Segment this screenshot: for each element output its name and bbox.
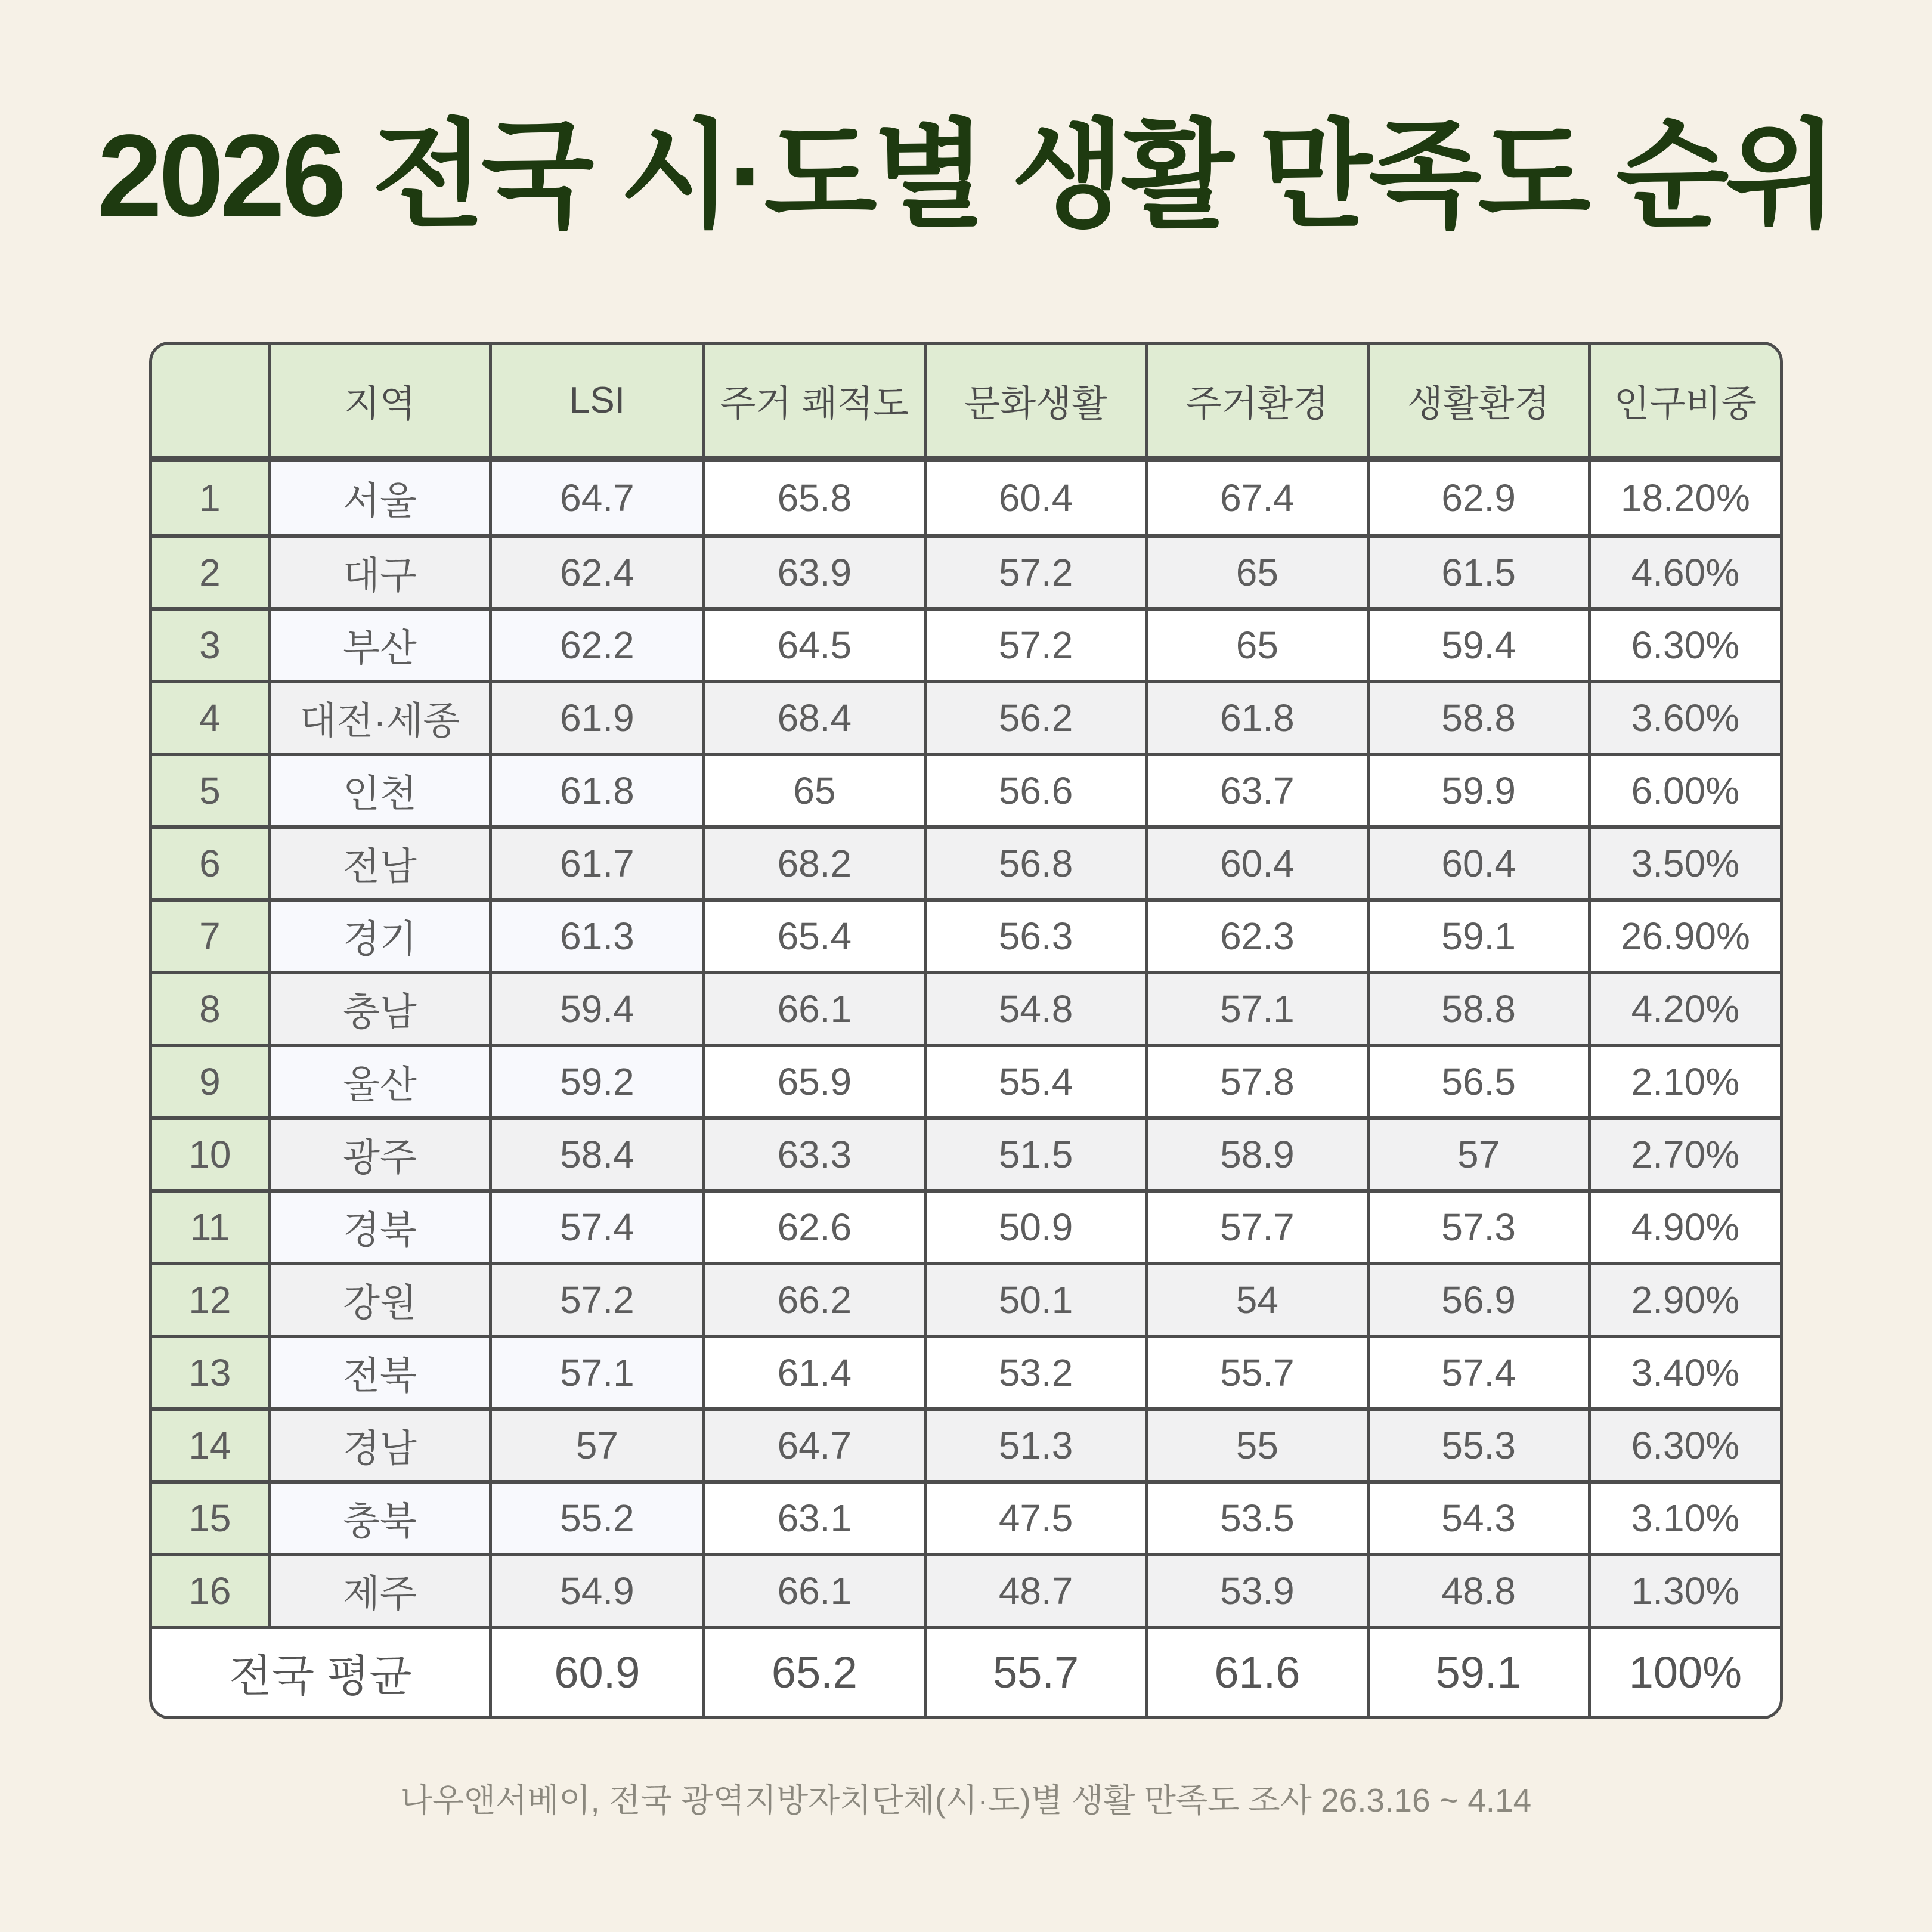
table-row-16: [152, 1553, 1780, 1626]
living-cell: 56.9: [1367, 1262, 1588, 1335]
lsi-cell: 61.9: [489, 680, 702, 753]
column-header-region: 지역: [268, 345, 489, 462]
living-cell: 55.3: [1367, 1407, 1588, 1480]
summary-population-cell: 100%: [1588, 1626, 1780, 1716]
region-cell: 울산: [268, 1044, 489, 1116]
living-cell: 59.4: [1367, 607, 1588, 680]
satisfaction-ranking-table: [149, 342, 1783, 1719]
population-cell: 26.90%: [1588, 898, 1780, 971]
housing-cell: 65: [1145, 534, 1366, 607]
population-cell: 6.00%: [1588, 753, 1780, 825]
population-cell: 3.10%: [1588, 1480, 1780, 1553]
lsi-cell: 62.4: [489, 534, 702, 607]
comfort-cell: 66.1: [702, 971, 924, 1044]
housing-cell: 62.3: [1145, 898, 1366, 971]
rank-cell: 11: [152, 1189, 268, 1262]
rank-cell: 8: [152, 971, 268, 1044]
rank-cell: 2: [152, 534, 268, 607]
summary-culture-cell: 55.7: [924, 1626, 1145, 1716]
region-cell: 부산: [268, 607, 489, 680]
living-cell: 62.9: [1367, 462, 1588, 534]
column-header-rank: [152, 345, 268, 462]
housing-cell: 57.1: [1145, 971, 1366, 1044]
column-header-culture: 문화생활: [924, 345, 1145, 462]
population-cell: 3.40%: [1588, 1335, 1780, 1407]
region-cell: 인천: [268, 753, 489, 825]
living-cell: 57.4: [1367, 1335, 1588, 1407]
culture-cell: 50.1: [924, 1262, 1145, 1335]
living-cell: 61.5: [1367, 534, 1588, 607]
culture-cell: 57.2: [924, 607, 1145, 680]
living-cell: 57: [1367, 1116, 1588, 1189]
region-cell: 제주: [268, 1553, 489, 1626]
living-cell: 59.1: [1367, 898, 1588, 971]
rank-cell: 14: [152, 1407, 268, 1480]
table-row-14: [152, 1407, 1780, 1480]
comfort-cell: 62.6: [702, 1189, 924, 1262]
living-cell: 58.8: [1367, 680, 1588, 753]
source-caption: 나우앤서베이, 전국 광역지방자치단체(시·도)별 생활 만족도 조사 26.3.16 ~ 4.14: [400, 1781, 1532, 1819]
lsi-cell: 62.2: [489, 607, 702, 680]
lsi-cell: 61.7: [489, 825, 702, 898]
comfort-cell: 65.8: [702, 462, 924, 534]
lsi-cell: 54.9: [489, 1553, 702, 1626]
rank-cell: 12: [152, 1262, 268, 1335]
lsi-cell: 58.4: [489, 1116, 702, 1189]
table-row-12: [152, 1262, 1780, 1335]
culture-cell: 55.4: [924, 1044, 1145, 1116]
population-cell: 2.10%: [1588, 1044, 1780, 1116]
living-cell: 54.3: [1367, 1480, 1588, 1553]
lsi-cell: 64.7: [489, 462, 702, 534]
lsi-cell: 57.4: [489, 1189, 702, 1262]
summary-comfort-cell: 65.2: [702, 1626, 924, 1716]
population-cell: 4.20%: [1588, 971, 1780, 1044]
living-cell: 56.5: [1367, 1044, 1588, 1116]
region-cell: 경기: [268, 898, 489, 971]
culture-cell: 47.5: [924, 1480, 1145, 1553]
lsi-cell: 59.4: [489, 971, 702, 1044]
comfort-cell: 68.2: [702, 825, 924, 898]
population-cell: 6.30%: [1588, 1407, 1780, 1480]
region-cell: 광주: [268, 1116, 489, 1189]
housing-cell: 63.7: [1145, 753, 1366, 825]
column-header-lsi: LSI: [489, 345, 702, 462]
region-cell: 전북: [268, 1335, 489, 1407]
column-header-comfort: 주거 쾌적도: [702, 345, 924, 462]
region-cell: 충북: [268, 1480, 489, 1553]
comfort-cell: 63.1: [702, 1480, 924, 1553]
comfort-cell: 66.2: [702, 1262, 924, 1335]
table-row-9: [152, 1044, 1780, 1116]
population-cell: 3.50%: [1588, 825, 1780, 898]
comfort-cell: 64.7: [702, 1407, 924, 1480]
comfort-cell: 65.9: [702, 1044, 924, 1116]
living-cell: 48.8: [1367, 1553, 1588, 1626]
population-cell: 4.60%: [1588, 534, 1780, 607]
comfort-cell: 63.3: [702, 1116, 924, 1189]
region-cell: 충남: [268, 971, 489, 1044]
living-cell: 58.8: [1367, 971, 1588, 1044]
rank-cell: 1: [152, 462, 268, 534]
housing-cell: 55: [1145, 1407, 1366, 1480]
housing-cell: 58.9: [1145, 1116, 1366, 1189]
region-cell: 대전·세종: [268, 680, 489, 753]
housing-cell: 57.7: [1145, 1189, 1366, 1262]
summary-lsi-cell: 60.9: [489, 1626, 702, 1716]
column-header-population: 인구비중: [1588, 345, 1780, 462]
comfort-cell: 64.5: [702, 607, 924, 680]
lsi-cell: 55.2: [489, 1480, 702, 1553]
table-row-1: [152, 462, 1780, 534]
table-row-6: [152, 825, 1780, 898]
table-row-15: [152, 1480, 1780, 1553]
ranking-table: [152, 345, 1780, 1716]
table-row-5: [152, 753, 1780, 825]
comfort-cell: 61.4: [702, 1335, 924, 1407]
culture-cell: 56.3: [924, 898, 1145, 971]
population-cell: 3.60%: [1588, 680, 1780, 753]
living-cell: 57.3: [1367, 1189, 1588, 1262]
table-row-10: [152, 1116, 1780, 1189]
rank-cell: 9: [152, 1044, 268, 1116]
housing-cell: 55.7: [1145, 1335, 1366, 1407]
culture-cell: 60.4: [924, 462, 1145, 534]
table-row-7: [152, 898, 1780, 971]
culture-cell: 54.8: [924, 971, 1145, 1044]
rank-cell: 15: [152, 1480, 268, 1553]
table-row-4: [152, 680, 1780, 753]
living-cell: 60.4: [1367, 825, 1588, 898]
population-cell: 1.30%: [1588, 1553, 1780, 1626]
rank-cell: 3: [152, 607, 268, 680]
housing-cell: 53.5: [1145, 1480, 1366, 1553]
column-header-living: 생활환경: [1367, 345, 1588, 462]
population-cell: 2.90%: [1588, 1262, 1780, 1335]
housing-cell: 54: [1145, 1262, 1366, 1335]
table-summary-row: [152, 1626, 1780, 1716]
rank-cell: 7: [152, 898, 268, 971]
comfort-cell: 65: [702, 753, 924, 825]
table-row-2: [152, 534, 1780, 607]
comfort-cell: 63.9: [702, 534, 924, 607]
lsi-cell: 61.8: [489, 753, 702, 825]
region-cell: 경남: [268, 1407, 489, 1480]
culture-cell: 56.8: [924, 825, 1145, 898]
lsi-cell: 61.3: [489, 898, 702, 971]
culture-cell: 50.9: [924, 1189, 1145, 1262]
culture-cell: 53.2: [924, 1335, 1145, 1407]
rank-cell: 13: [152, 1335, 268, 1407]
summary-label-cell: 전국 평균: [152, 1626, 489, 1716]
table-row-3: [152, 607, 1780, 680]
housing-cell: 65: [1145, 607, 1366, 680]
culture-cell: 56.6: [924, 753, 1145, 825]
culture-cell: 56.2: [924, 680, 1145, 753]
rank-cell: 6: [152, 825, 268, 898]
housing-cell: 61.8: [1145, 680, 1366, 753]
rank-cell: 5: [152, 753, 268, 825]
culture-cell: 48.7: [924, 1553, 1145, 1626]
page-title: 2026 전국 시·도별 생활 만족도 순위: [97, 110, 1835, 241]
summary-living-cell: 59.1: [1367, 1626, 1588, 1716]
lsi-cell: 59.2: [489, 1044, 702, 1116]
rank-cell: 16: [152, 1553, 268, 1626]
region-cell: 서울: [268, 462, 489, 534]
lsi-cell: 57.1: [489, 1335, 702, 1407]
population-cell: 18.20%: [1588, 462, 1780, 534]
comfort-cell: 65.4: [702, 898, 924, 971]
comfort-cell: 66.1: [702, 1553, 924, 1626]
table-row-13: [152, 1335, 1780, 1407]
rank-cell: 4: [152, 680, 268, 753]
table-header-row: [152, 345, 1780, 462]
living-cell: 59.9: [1367, 753, 1588, 825]
rank-cell: 10: [152, 1116, 268, 1189]
culture-cell: 51.5: [924, 1116, 1145, 1189]
lsi-cell: 57.2: [489, 1262, 702, 1335]
comfort-cell: 68.4: [702, 680, 924, 753]
housing-cell: 57.8: [1145, 1044, 1366, 1116]
summary-housing-cell: 61.6: [1145, 1626, 1366, 1716]
culture-cell: 51.3: [924, 1407, 1145, 1480]
table-row-11: [152, 1189, 1780, 1262]
region-cell: 경북: [268, 1189, 489, 1262]
lsi-cell: 57: [489, 1407, 702, 1480]
culture-cell: 57.2: [924, 534, 1145, 607]
table-row-8: [152, 971, 1780, 1044]
population-cell: 2.70%: [1588, 1116, 1780, 1189]
housing-cell: 60.4: [1145, 825, 1366, 898]
housing-cell: 53.9: [1145, 1553, 1366, 1626]
column-header-housing: 주거환경: [1145, 345, 1366, 462]
region-cell: 전남: [268, 825, 489, 898]
region-cell: 강원: [268, 1262, 489, 1335]
population-cell: 4.90%: [1588, 1189, 1780, 1262]
region-cell: 대구: [268, 534, 489, 607]
population-cell: 6.30%: [1588, 607, 1780, 680]
housing-cell: 67.4: [1145, 462, 1366, 534]
